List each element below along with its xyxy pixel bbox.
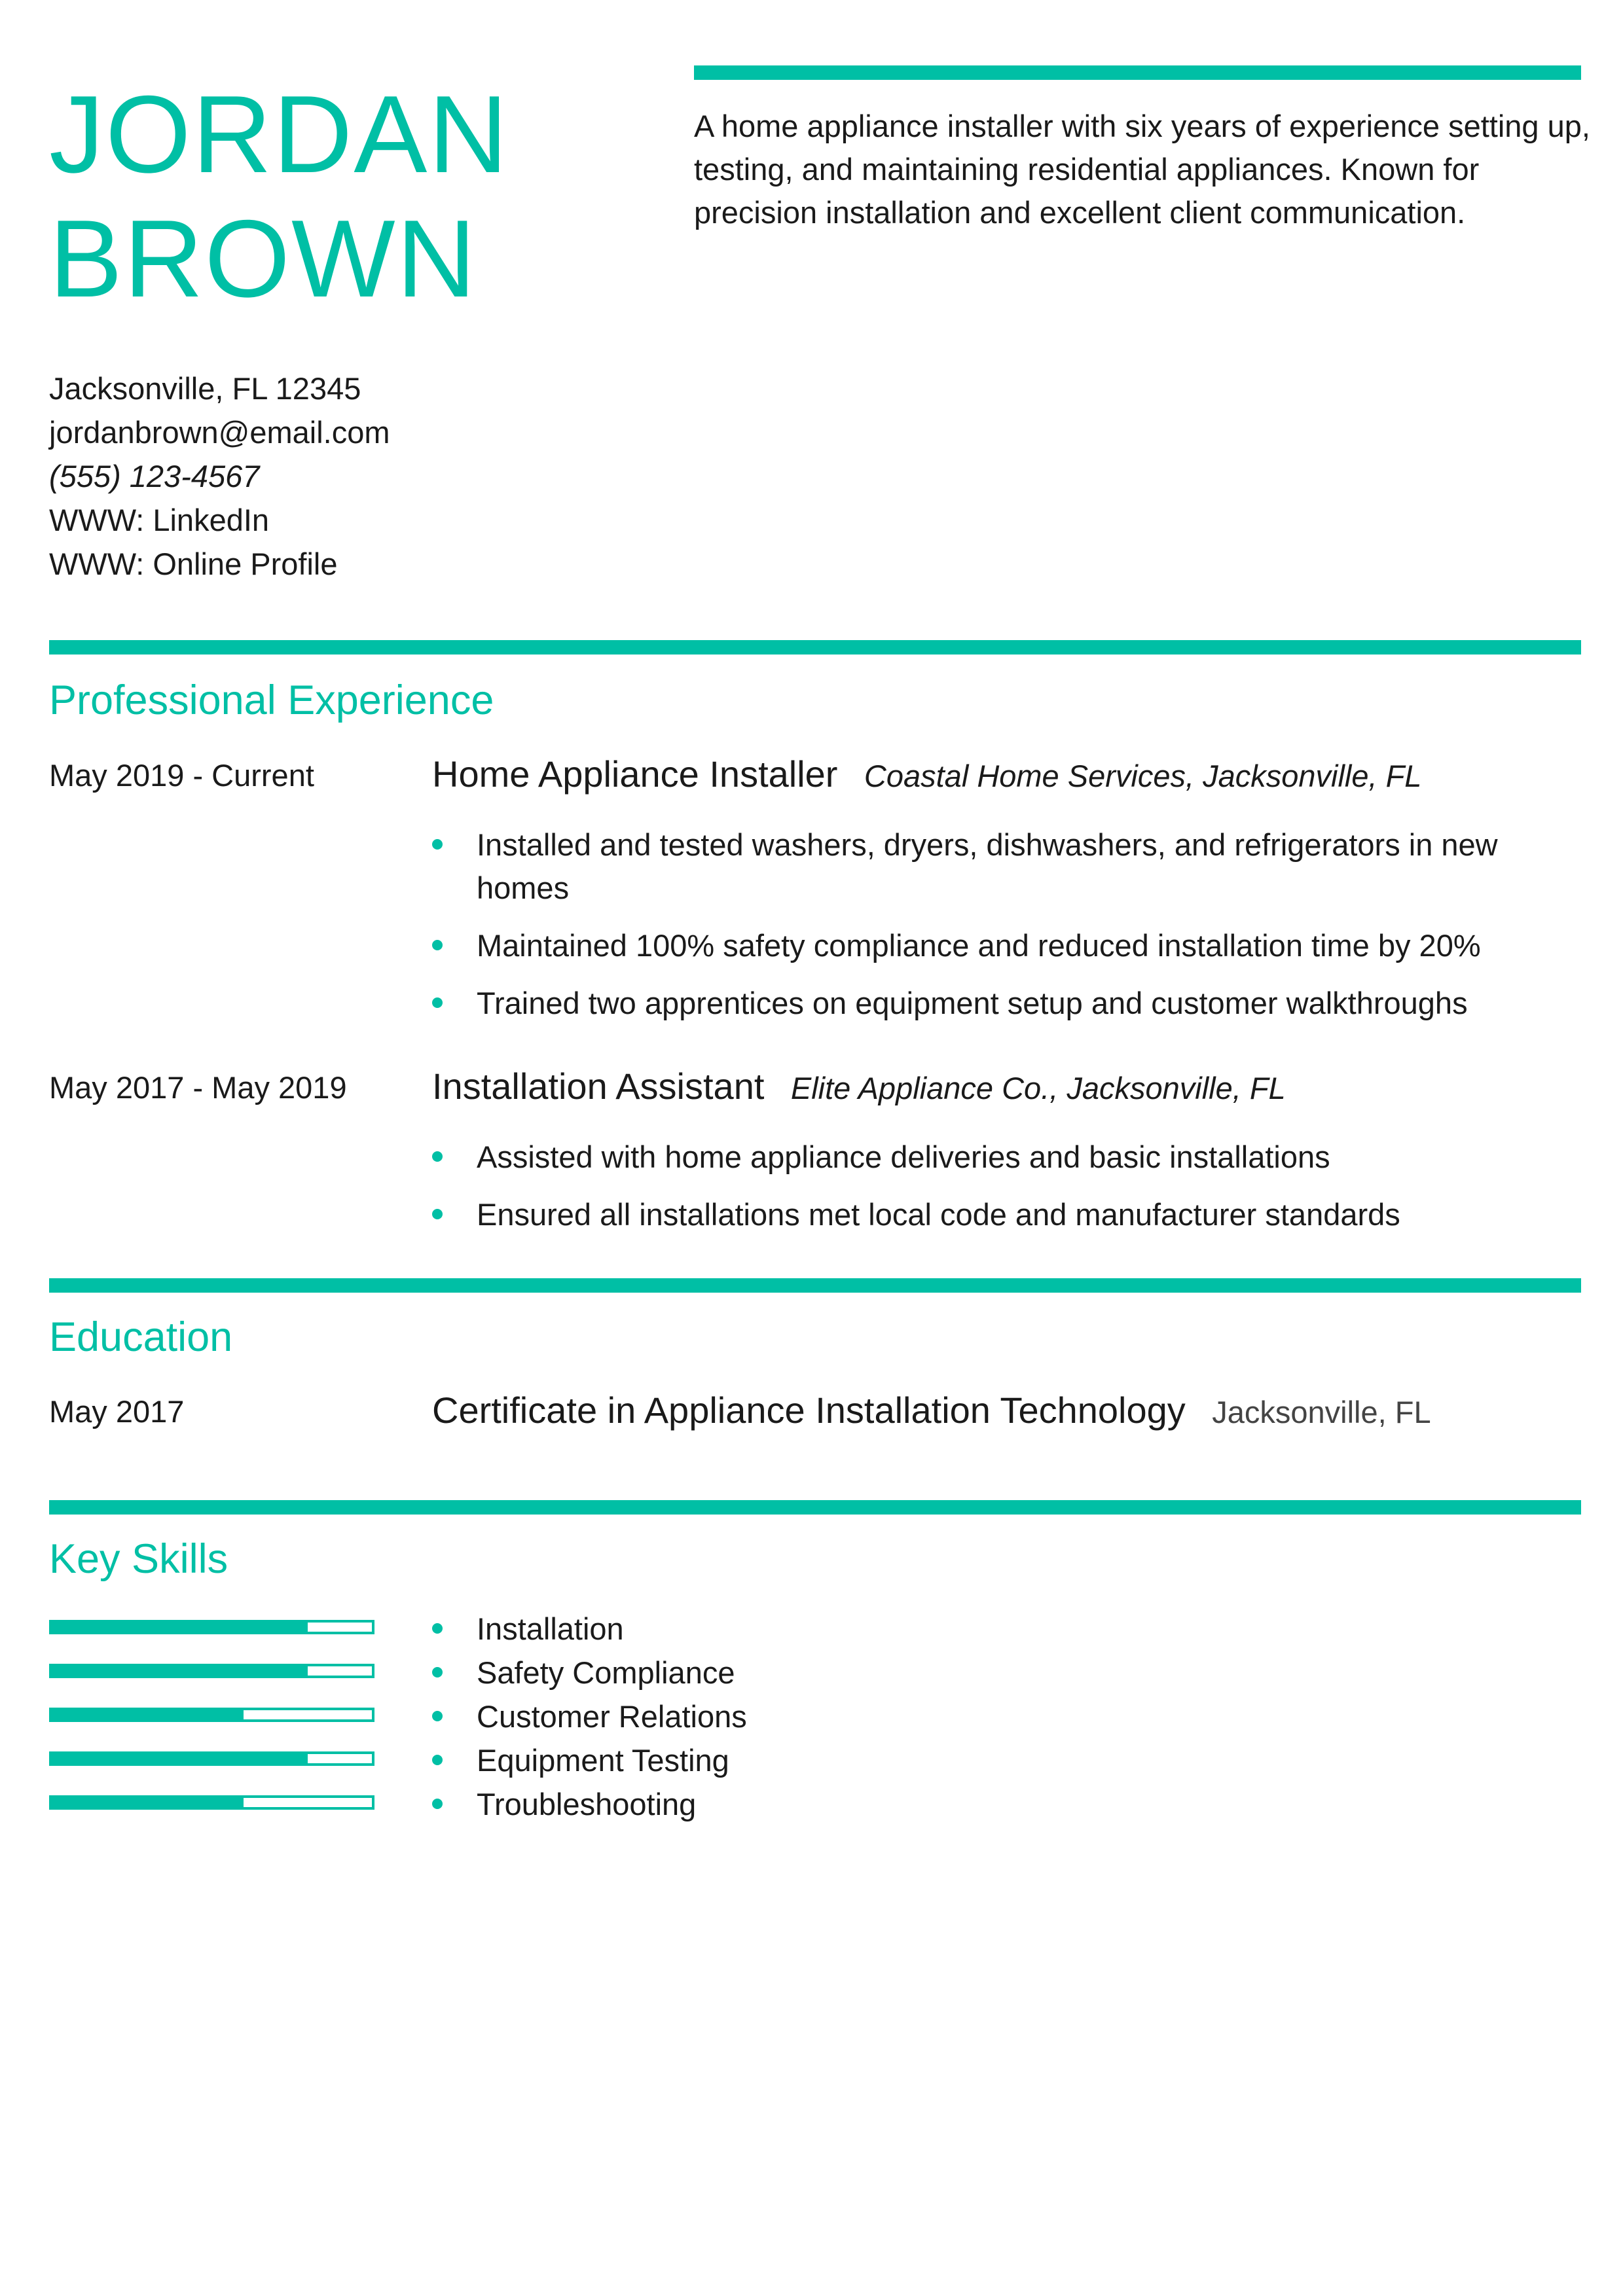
education-degree: Certificate in Appliance Installation Technology: [432, 1390, 1186, 1431]
experience-divider: [49, 640, 1581, 655]
contact-linkedin[interactable]: WWW: LinkedIn: [49, 503, 270, 537]
skill-name: Safety Compliance: [477, 1655, 735, 1690]
skill-level-fill: [52, 1623, 308, 1632]
bullet-icon: [432, 997, 443, 1008]
bullet-icon: [432, 1711, 443, 1721]
education-header: [432, 1389, 1431, 1431]
list-item: Installed and tested washers, dryers, dishwashers, and refrigerators in new homes: [432, 823, 1558, 910]
bullet-icon: [432, 1799, 443, 1809]
contact-info: [49, 367, 390, 586]
skill-level-bar: [49, 1620, 374, 1634]
education-section-title: Education: [49, 1314, 233, 1360]
skills-section-title: Key Skills: [49, 1536, 228, 1582]
list-item: [432, 1782, 747, 1826]
skill-level-bar: [49, 1708, 374, 1722]
skill-level-bar: [49, 1664, 374, 1678]
skills-divider: [49, 1500, 1581, 1515]
job-bullets: [432, 1136, 1558, 1251]
contact-profile[interactable]: WWW: Online Profile: [49, 547, 338, 581]
skill-level-fill: [52, 1798, 244, 1807]
experience-section-title: Professional Experience: [49, 677, 494, 723]
bullet-icon: [432, 940, 443, 950]
skill-level-fill: [52, 1666, 308, 1676]
list-item: [432, 1607, 747, 1651]
education-location: Jacksonville, FL: [1212, 1395, 1431, 1429]
job-company: Coastal Home Services, Jacksonville, FL: [864, 759, 1422, 793]
education-date: May 2017: [49, 1394, 185, 1429]
list-item: [432, 1738, 747, 1782]
contact-address: Jacksonville, FL 12345: [49, 371, 361, 406]
contact-phone[interactable]: (555) 123-4567: [49, 459, 260, 493]
list-item: Maintained 100% safety compliance and reduced installation time by 20%: [432, 924, 1558, 967]
skill-name: Customer Relations: [477, 1699, 747, 1734]
list-item: Ensured all installations met local code and manufacturer standards: [432, 1193, 1558, 1236]
job-title: Home Appliance Installer: [432, 753, 838, 795]
skill-name: Equipment Testing: [477, 1743, 729, 1778]
job-dates: May 2019 - Current: [49, 758, 314, 793]
job-title: Installation Assistant: [432, 1066, 765, 1107]
education-divider: [49, 1278, 1581, 1293]
bullet-icon: [432, 1151, 443, 1162]
job-dates: May 2017 - May 2019: [49, 1070, 347, 1105]
list-item: Assisted with home appliance deliveries and basic installations: [432, 1136, 1558, 1179]
skill-name: Installation: [477, 1611, 624, 1646]
skill-level-fill: [52, 1710, 244, 1719]
skill-name: Troubleshooting: [477, 1787, 697, 1821]
professional-summary: A home appliance installer with six years of experience setting up, testing, and maintaining residential appliances. Known for precision installation and excellent client communication.: [694, 109, 1590, 230]
bullet-icon: [432, 1623, 443, 1634]
skill-level-bars: [49, 1620, 374, 1839]
skill-level-bar: [49, 1795, 374, 1810]
job-company: Elite Appliance Co., Jacksonville, FL: [790, 1071, 1286, 1105]
job-bullets: [432, 823, 1558, 1039]
contact-email[interactable]: jordanbrown@email.com: [49, 415, 390, 450]
job-header: [432, 1065, 1286, 1107]
skill-level-bar: [49, 1751, 374, 1766]
list-item: [432, 1651, 747, 1695]
bullet-icon: [432, 839, 443, 850]
last-name: BROWN: [49, 197, 477, 320]
list-item: [432, 1695, 747, 1738]
header-accent-bar: [694, 65, 1581, 80]
bullet-icon: [432, 1755, 443, 1765]
job-header: [432, 753, 1421, 795]
skills-list: [432, 1607, 747, 1826]
candidate-name: [49, 72, 509, 321]
skill-level-fill: [52, 1754, 308, 1763]
list-item: Trained two apprentices on equipment setup and customer walkthroughs: [432, 982, 1558, 1025]
bullet-icon: [432, 1209, 443, 1219]
first-name: JORDAN: [49, 73, 509, 196]
bullet-icon: [432, 1667, 443, 1677]
